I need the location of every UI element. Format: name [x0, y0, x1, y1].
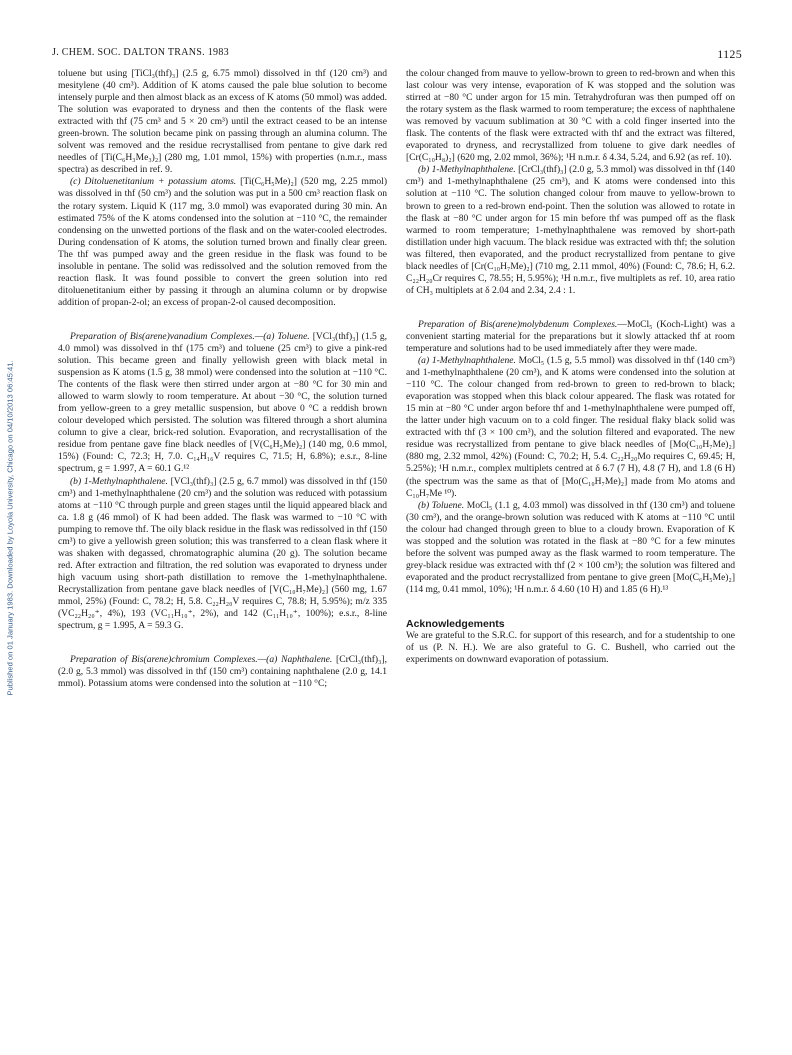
paragraph — [58, 476, 387, 633]
paragraph — [58, 331, 387, 476]
paragraph: the colour changed from mauve to yellow-brown to green to red-brown and when this last colour was very intense, evaporation of K was stopped and the solution was stirred at −80 °C under argon for 15 min. Tetrahydrofuran was then pumped off on the rotary system as the flask warmed to room temperature; the excess of naphthalene was removed by vacuum sublimation at 30 °C with a cold finger inserted into the flask. The contents of the flask were extracted with thf and the extract was filtered, evaporated to dryness, and recrystallized from toluene to give dark needles of [Cr(C₁₀H₈)₂] (620 mg, 2.02 mmol, 36%); ¹H n.m.r. δ 4.34, 5.24, and 6.92 (as ref. 10). — [406, 68, 735, 164]
paragraph — [58, 654, 387, 690]
paragraph-text: [VCl₃(thf)₃] (1.5 g, 4.0 mmol) was dissolved in thf (175 cm³) and toluene (25 cm³) to give a pink-red solution. This became green and finally yellowish green with black metal in suspension as K atoms (1.5 g, 38 mmol) were condensed into the solution at −110 °C. The contents of the flask were then stirred under argon at −80 °C for 30 min and allowed to warm slowly to room temperature. At about −30 °C, the solution turned from yellow-green to a grey metallic suspension, but above 0 °C a reddish brown colour developed which persisted. The solution was filtered through a short alumina column to give a clear, brick-red solution. Evaporation, and recrystallisation of the residue from pentane gave fine black needles of [V(C₆H₅Me)₂] (140 mg, 0.6 mmol, 15%) (Found: C, 72.3; H, 7.0. C₁₄H₁₆V requires C, 71.5; H, 6.8%); e.s.r., 8-line spectrum, g = 1.997, A = 60.1 G.¹² — [58, 330, 387, 475]
section-heading: Preparation of Bis(arene)chromium Complexes.—(a) Naphthalene. — [70, 654, 333, 666]
paragraph-heading: (a) 1-Methylnaphthalene. — [418, 355, 516, 367]
paragraph — [58, 176, 387, 309]
watermark-text: Published on 01 January 1983. Downloaded by Loyola University, Chicago on 04/10/2013 06:45:41. — [5, 359, 15, 696]
paragraph-text: MoCl₅ (1.5 g, 5.5 mmol) was dissolved in thf (140 cm³) and 1-methylnaphthalene (20 cm³), and K atoms were condensed into the solution at −110 °C. The colour changed from red-brown to green to red-brown to black; evaporation was stopped when this black colour appeared. The flask was rotated for 15 min at −80 °C under argon before thf and 1-methylnaphthalene were pumped off, the latter under high vacuum on to a cold finger. The residual flaky black solid was extracted with thf (3 × 100 cm³), and the solution filtered and evaporated. The new residue was recrystallized from pentane to give black needles of [Mo(C₁₀H₇Me)₂] (880 mg, 2.32 mmol, 42%) (Found: C, 70.2; H, 5.4. C₂₂H₂₀Mo requires C, 69.45; H, 5.25%); ¹H n.m.r., complex multiplets centred at δ 6.7 (7 H), 4.8 (7 H), and 1.8 (6 H) (the spectrum was the same as that of [Mo(C₁₀H₇Me)₂] made from Mo atoms and C₁₀H₇Me ¹⁰). — [406, 355, 735, 499]
publication-watermark — [2, 0, 18, 1055]
right-column — [406, 68, 735, 666]
paragraph — [406, 164, 735, 297]
paragraph-text: —MoCl₅ (Koch-Light) was a convenient starting material for the preparations but it slowly attacked thf at room temperature and solutions had to be used immediately after they were made. — [406, 318, 735, 354]
paragraph-heading: (b) Toluene. — [418, 499, 465, 511]
section-heading: Preparation of Bis(arene)molybdenum Complexes. — [418, 318, 618, 330]
paragraph-heading: (b) 1-Methylnaphthalene. — [418, 164, 516, 176]
paragraph — [406, 500, 735, 596]
paragraph — [406, 355, 735, 500]
acknowledgements-text: We are grateful to the S.R.C. for support of this research, and for a studentship to one of us (P. N. H.). We are also grateful to G. C. Bushell, who carried out the experiments on downward evaporation of potassium. — [406, 630, 735, 666]
page-header — [52, 47, 742, 63]
journal-title: J. CHEM. SOC. DALTON TRANS. 1983 — [52, 47, 229, 58]
paragraph-text: [CrCl₃(thf)₃], (2.0 g, 5.3 mmol) was dissolved in thf (150 cm³) containing naphthalene (2.0 g, 14.1 mmol). Potassium atoms were condensed into the solution at −110 °C; — [58, 654, 387, 690]
left-column — [58, 68, 387, 690]
paragraph: toluene but using [TiCl₃(thf)₃] (2.5 g, 6.75 mmol) dissolved in thf (120 cm³) and mesitylene (40 cm³). Addition of K atoms caused the pale blue solution to become intensely purple and then almost black as an excess of K atoms (50 mmol) was added. The solution was evaporated to dryness and then the contents of the flask were extracted with thf (75 cm³ and 5 × 20 cm³) until the extract ceased to be an intense green-brown. The solution became pink on passing through an alumina column. The solvent was removed and the residue recrystallised from pentane to give dark red needles of [Ti(C₆H₃Me₃)₂] (280 mg, 1.01 mmol, 15%) with properties (n.m.r., mass spectra) as described in ref. 9. — [58, 68, 387, 176]
section-heading: Preparation of Bis(arene)vanadium Complexes.—(a) Toluene. — [70, 330, 310, 342]
paragraph-text: [CrCl₃(thf)₃] (2.0 g, 5.3 mmol) was dissolved in thf (140 cm³) and 1-methylnaphthalene (25 cm³), and K atoms were condensed into this solution at −110 °C. The solution changed colour from mauve to yellow-brown to brown to green to a red-brown end-point. Then the solution was allowed to rotate in the flask at −80 °C under argon for 15 min before thf was pumped off as the flask warmed to room temperature; 1-methylnaphthalene was removed by short-path distillation under high vacuum. The black residue was extracted with thf; the solution was filtered, then evaporated, and the product recrystallized from pentane to give black needles of [Cr(C₁₀H₇Me)₂] (710 mg, 2.11 mmol, 40%) (Found: C, 78.6; H, 6.2. C₂₂H₂₀Cr requires C, 78.55; H, 5.95%); ¹H n.m.r., five multiplets as ref. 10, area ratio of CH₃ multiplets at δ 2.04 and 2.34, 2.4 : 1. — [406, 164, 735, 296]
paragraph-heading: (b) 1-Methylnaphthalene. — [70, 475, 168, 487]
paragraph-text: [Ti(C₆H₅Me)₂] (520 mg, 2.25 mmol) was dissolved in thf (50 cm³) and the solution was put in a 500 cm³ reaction flask on the rotary system. Liquid K (117 mg, 3.0 mmol) was evaporated during 30 min. An estimated 75% of the K atoms condensed into the solution at −110 °C, the remainder condensing on the unwetted portions of the flask and on the water-cooled electrodes. During condensation of K atoms, the solution turned brown and finally clear green. The thf was pumped away and the green residue in the flask was found to be insoluble in pentane. The solid was redissolved and the solution removed from the reaction flask. It was found possible to convert the green solution into red ditoluenetitanium either by passing it through an alumina column or by dropwise addition of propan-2-ol; an excess of propan-2-ol caused decomposition. — [58, 176, 387, 308]
paragraph-heading: (c) Ditoluenetitanium + potassium atoms. — [70, 176, 237, 188]
paragraph-text: [VCl₃(thf)₃] (2.5 g, 6.7 mmol) was dissolved in thf (150 cm³) and 1-methylnaphthalene (20 cm³) and the solution was reduced with potassium atoms at −110 °C through purple and green stages until the liquid appeared black and ca. 1.8 g (46 mmol) of K had been added. The flask was warmed to −10 °C with pumping to remove thf. The oily black residue in the flask was redissolved in thf (150 cm³) to give a yellowish green solution; this was transferred to a clean flask where it was shaken with degassed, chromatographic alumina (20 g). The solution became red. After extraction and filtration, the red solution was evaporated to dryness under high vacuum using short-path distillation to remove the 1-methylnaphthalene. Recrystallization from pentane gave black needles of [V(C₁₀H₇Me)₂] (560 mg, 1.67 mmol, 25%) (Found: C, 78.2; H, 5.8. C₂₂H₂₀V requires C, 78.8; H, 5.95%); m/z 335 (VC₂₂H₂₀⁺, 4%), 193 (VC₁₁H₁₀⁺, 2%), and 142 (C₁₁H₁₀⁺, 100%); e.s.r., 8-line spectrum, g = 1.995, A = 59.3 G. — [58, 475, 387, 632]
page-number: 1125 — [717, 47, 742, 61]
acknowledgements-heading: Acknowledgements — [406, 617, 505, 630]
paragraph-text: MoCl₅ (1.1 g, 4.03 mmol) was dissolved in thf (130 cm³) and toluene (30 cm³), and the orange-brown solution was reduced with K atoms at −110 °C until the colour had changed through green to blue to a cloudy brown. Evaporation of K was stopped and the solution was rotated in the flask at −80 °C for a few minutes before the solvent was pumped away as the flask warmed to room temperature. The grey-black residue was extracted with thf (2 × 100 cm³); the solution was filtered and evaporated and the product recrystallized from pentane to give green [Mo(C₆H₅Me)₂] (114 mg, 0.41 mmol, 10%); ¹H n.m.r. δ 4.60 (10 H) and 1.85 (6 H).¹³ — [406, 499, 735, 595]
paragraph — [406, 319, 735, 355]
